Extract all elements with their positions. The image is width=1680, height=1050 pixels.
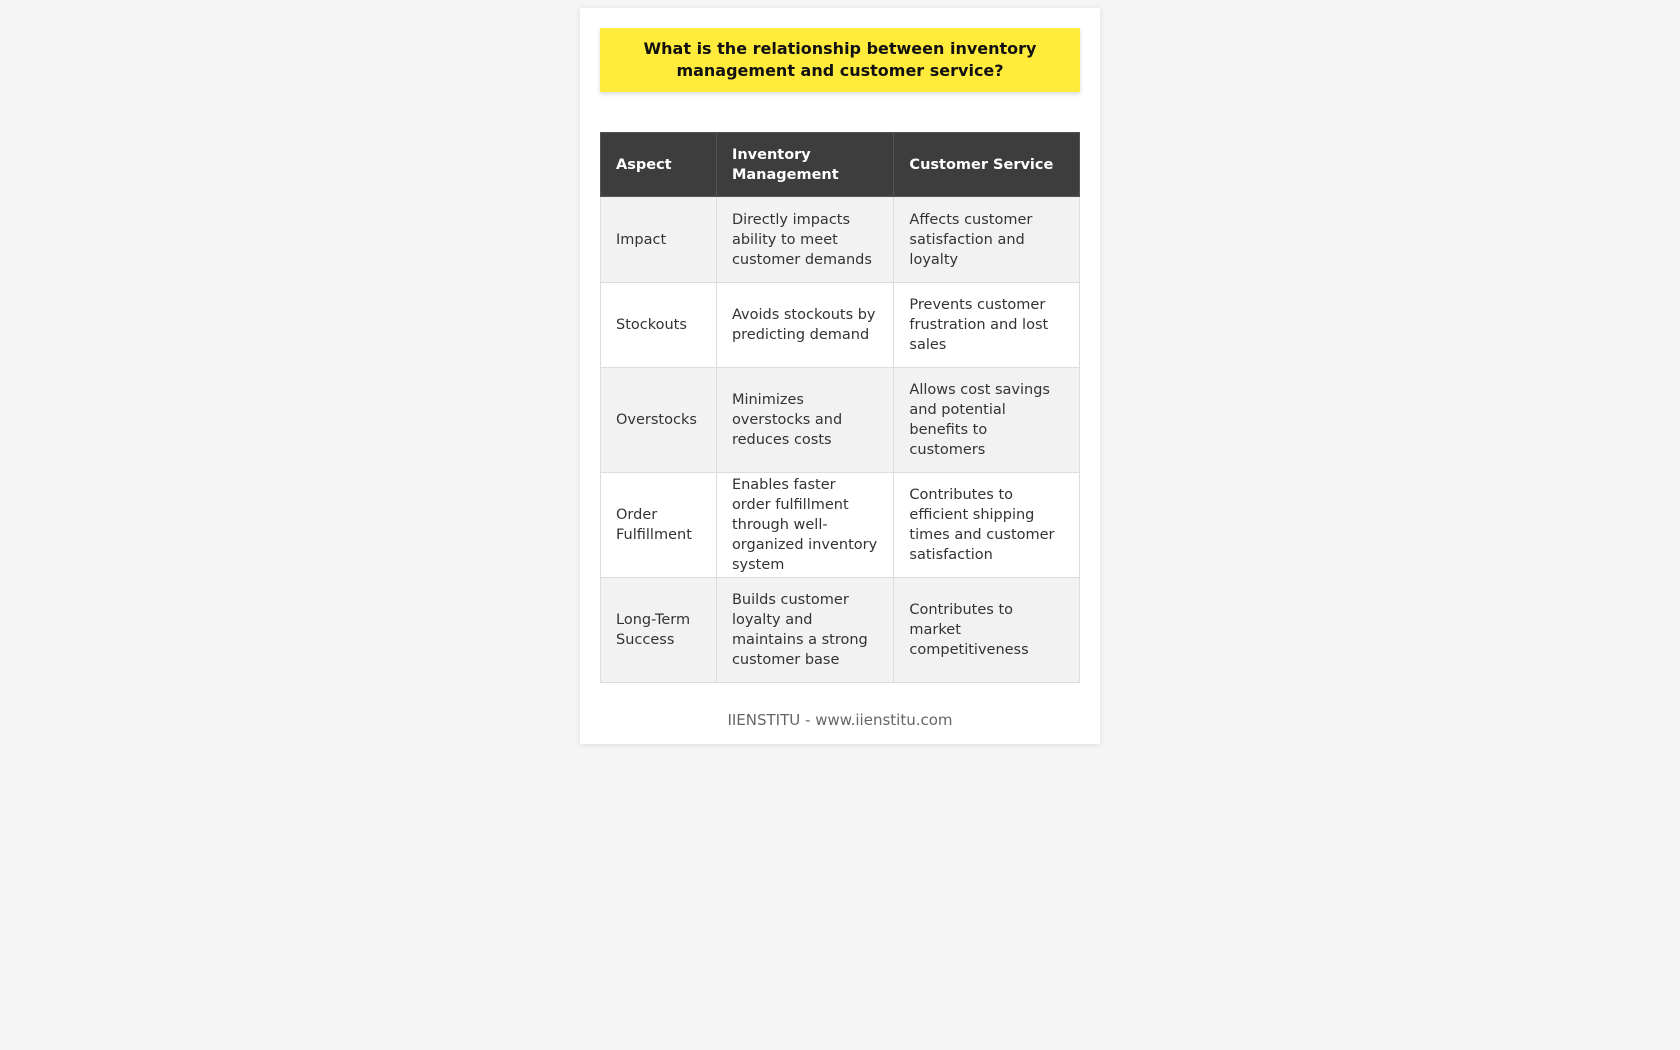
title-banner [600, 28, 1080, 92]
cell-aspect: Stockouts [601, 283, 717, 368]
table-row [601, 473, 1080, 578]
cell-customer: Contributes to efficient shipping times and customer satisfaction [894, 473, 1080, 578]
header-aspect: Aspect [601, 133, 717, 197]
cell-customer: Affects customer satisfaction and loyalty [894, 197, 1080, 283]
cell-customer: Allows cost savings and potential benefits to customers [894, 368, 1080, 473]
page-title: What is the relationship between inventory management and customer service? [643, 39, 1037, 80]
cell-aspect: Overstocks [601, 368, 717, 473]
table-row [601, 368, 1080, 473]
footer-credit: IIENSTITU - www.iienstitu.com [727, 711, 953, 729]
header-inventory-management: Inventory Management [716, 133, 893, 197]
cell-inventory: Minimizes overstocks and reduces costs [716, 368, 893, 473]
comparison-table [600, 132, 1080, 683]
cell-aspect: Order Fulfillment [601, 473, 717, 578]
content-card [580, 8, 1100, 744]
cell-aspect: Long-Term Success [601, 578, 717, 683]
cell-aspect: Impact [601, 197, 717, 283]
cell-customer: Prevents customer frustration and lost sales [894, 283, 1080, 368]
cell-inventory: Avoids stockouts by predicting demand [716, 283, 893, 368]
table-row [601, 283, 1080, 368]
table-row [601, 197, 1080, 283]
table-header-row [601, 133, 1080, 197]
cell-inventory: Builds customer loyalty and maintains a strong customer base [716, 578, 893, 683]
cell-inventory: Enables faster order fulfillment through well-organized inventory system [716, 473, 893, 578]
header-customer-service: Customer Service [894, 133, 1080, 197]
table-row [601, 578, 1080, 683]
cell-inventory: Directly impacts ability to meet customer demands [716, 197, 893, 283]
cell-customer: Contributes to market competitiveness [894, 578, 1080, 683]
